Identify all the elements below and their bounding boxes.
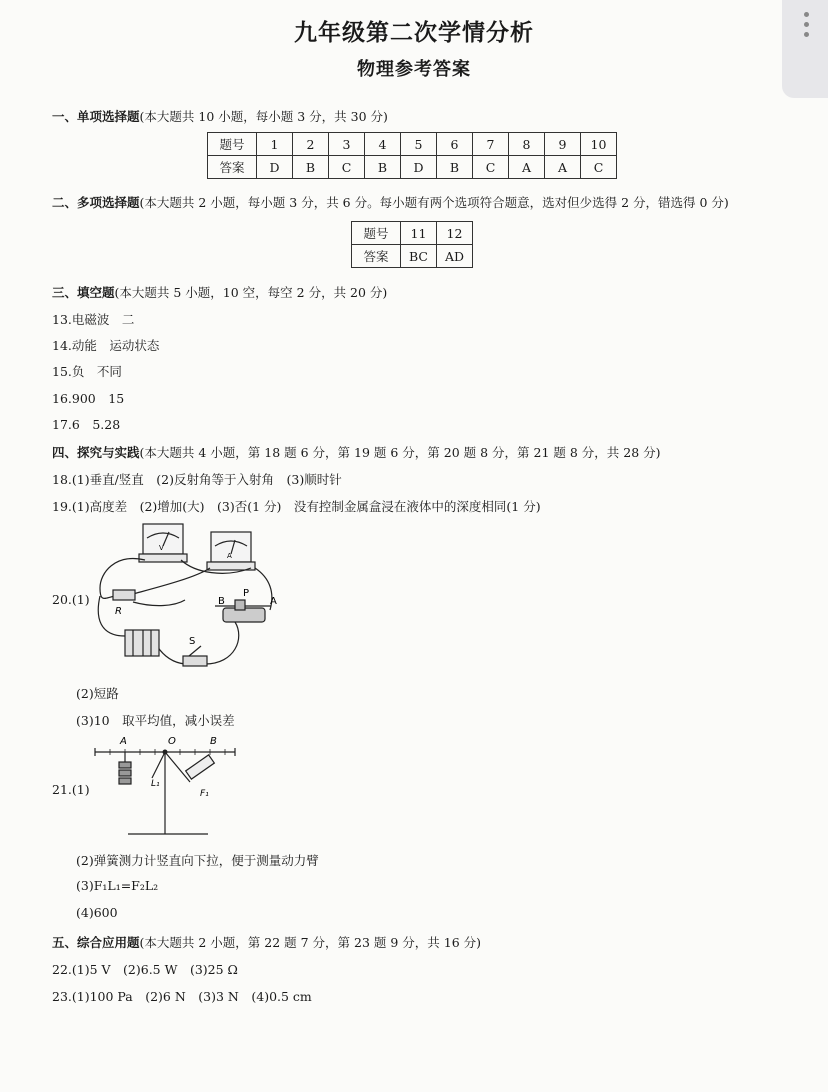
table-cell: A xyxy=(545,156,581,179)
table-cell: 4 xyxy=(365,133,401,156)
answer-line: 22.(1)5 V (2)6.5 W (3)25 Ω xyxy=(52,962,238,977)
table-row-questions xyxy=(208,133,617,156)
table-cell: 10 xyxy=(581,133,617,156)
section-4-note: (本大题共 4 小题，第 18 题 6 分，第 19 题 6 分，第 20 题 8 分，第 21 题 8 分，共 28 分) xyxy=(139,445,661,460)
section-1-heading xyxy=(52,107,388,125)
table-cell: 3 xyxy=(329,133,365,156)
resistor-label: R xyxy=(115,606,122,617)
table-cell: D xyxy=(401,156,437,179)
lever-point-a: A xyxy=(120,736,127,747)
voltmeter-label: V xyxy=(159,544,164,552)
table-cell: AD xyxy=(437,245,473,268)
table-cell: B xyxy=(293,156,329,179)
ammeter-label: A xyxy=(227,552,232,560)
rheostat-b-label: B xyxy=(218,596,225,607)
section-1-note: (本大题共 10 小题，每小题 3 分，共 30 分) xyxy=(139,109,388,124)
table-cell: A xyxy=(509,156,545,179)
table-cell: 6 xyxy=(437,133,473,156)
table-cell: B xyxy=(437,156,473,179)
answer-line: 17.6 5.28 xyxy=(52,417,121,432)
answer-line: (2)弹簧测力计竖直向下拉，便于测量动力臂 xyxy=(76,853,319,868)
table-header-cell: 题号 xyxy=(352,222,401,245)
table-cell: 1 xyxy=(257,133,293,156)
rheostat-p-label: P xyxy=(243,588,250,599)
table-cell: BC xyxy=(401,245,437,268)
answer-line: (4)600 xyxy=(76,905,118,920)
section-5-title: 五、综合应用题 xyxy=(52,935,140,950)
page-title: 九年级第二次学情分析 xyxy=(294,20,534,46)
page-subtitle: 物理参考答案 xyxy=(357,59,471,80)
answer-line: (3)10 取平均值，减小误差 xyxy=(76,713,235,728)
force-label: F₁ xyxy=(200,789,209,799)
answer-line: 15.负 不同 xyxy=(52,364,122,379)
lever-point-b: B xyxy=(210,736,217,747)
circuit-diagram xyxy=(85,518,285,680)
lever-diagram xyxy=(90,732,240,842)
section-3-heading xyxy=(52,283,387,301)
table-cell: C xyxy=(473,156,509,179)
section-3-note: (本大题共 5 小题，10 空，每空 2 分，共 20 分) xyxy=(114,285,388,300)
table-cell: 12 xyxy=(437,222,473,245)
section-5-heading xyxy=(52,933,481,951)
section-4-heading xyxy=(52,443,661,461)
table-row-questions xyxy=(352,222,473,245)
table-row-answers xyxy=(208,156,617,179)
table-cell: 9 xyxy=(545,133,581,156)
rheostat-a-label: A xyxy=(270,596,277,607)
table-cell: C xyxy=(581,156,617,179)
answer-line: 23.(1)100 Pa (2)6 N (3)3 N (4)0.5 cm xyxy=(52,989,312,1004)
section-2-title: 二、多项选择题 xyxy=(52,195,140,210)
section-1-title: 一、单项选择题 xyxy=(52,109,140,124)
section-2-note: (本大题共 2 小题，每小题 3 分，共 6 分。每小题有两个选项符合题意，选对但少选得 2 分，错选得 0 分) xyxy=(139,195,729,210)
table-header-cell: 答案 xyxy=(352,245,401,268)
answer-line: 14.动能 运动状态 xyxy=(52,338,160,353)
section-4-title: 四、探究与实践 xyxy=(52,445,140,460)
lever-arm-label: L₁ xyxy=(151,779,160,789)
table-header-cell: 答案 xyxy=(208,156,257,179)
answer-line: 21.(1) xyxy=(52,782,90,797)
answer-line: (2)短路 xyxy=(76,686,119,701)
answer-line: 20.(1) xyxy=(52,592,90,607)
table-cell: C xyxy=(329,156,365,179)
section-3-title: 三、填空题 xyxy=(52,285,115,300)
table-cell: B xyxy=(365,156,401,179)
table-cell: 11 xyxy=(401,222,437,245)
lever-point-o: O xyxy=(168,736,176,747)
table-cell: 5 xyxy=(401,133,437,156)
answer-line: 18.(1)垂直/竖直 (2)反射角等于入射角 (3)顺时针 xyxy=(52,472,342,487)
table-cell: 2 xyxy=(293,133,329,156)
section-5-note: (本大题共 2 小题，第 22 题 7 分，第 23 题 9 分，共 16 分) xyxy=(139,935,482,950)
table-cell: 7 xyxy=(473,133,509,156)
answer-line: 19.(1)高度差 (2)增加(大) (3)否(1 分) 没有控制金属盒浸在液体中的深度相同(1 分) xyxy=(52,499,541,514)
table-cell: 8 xyxy=(509,133,545,156)
answer-table-2 xyxy=(351,221,473,268)
answer-table-1 xyxy=(207,132,617,179)
switch-label: S xyxy=(189,636,196,647)
answer-line: (3)F₁L₁=F₂L₂ xyxy=(76,878,159,893)
answer-line: 16.900 15 xyxy=(52,391,125,406)
section-2-heading xyxy=(52,193,729,211)
answer-line: 13.电磁波 二 xyxy=(52,312,135,327)
table-cell: D xyxy=(257,156,293,179)
table-header-cell: 题号 xyxy=(208,133,257,156)
table-row-answers xyxy=(352,245,473,268)
